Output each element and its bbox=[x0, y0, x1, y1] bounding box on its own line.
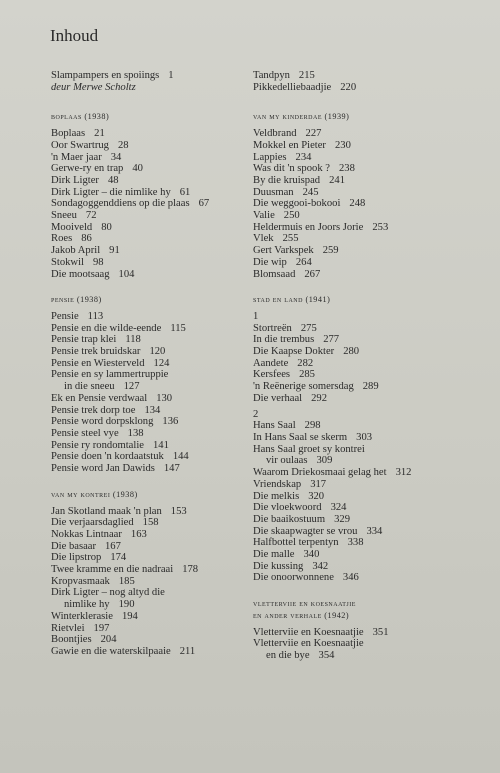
toc-entry bbox=[51, 393, 236, 405]
toc-entry bbox=[253, 561, 458, 573]
toc-entry bbox=[253, 152, 458, 164]
entry-page-number: 61 bbox=[179, 186, 191, 198]
entry-page-number: 40 bbox=[132, 163, 143, 175]
entry-page-number: 91 bbox=[109, 245, 120, 257]
toc-entry bbox=[51, 152, 236, 164]
toc-entry bbox=[51, 451, 236, 463]
entry-page-number: 220 bbox=[340, 81, 357, 93]
entry-page-number: 324 bbox=[330, 502, 347, 514]
entry-page-number: 72 bbox=[85, 210, 97, 222]
entry-title: Jan Skotland maak 'n plan bbox=[51, 505, 162, 517]
toc-entry bbox=[51, 245, 236, 257]
toc-entry bbox=[253, 233, 458, 245]
toc-entry bbox=[253, 638, 458, 650]
entry-title: Die vloekwoord bbox=[253, 502, 322, 514]
toc-entry bbox=[253, 479, 458, 491]
toc-entry bbox=[51, 529, 236, 541]
toc-entry bbox=[51, 311, 236, 323]
entry-page-number: 204 bbox=[100, 634, 117, 646]
toc-entry bbox=[51, 187, 236, 199]
entry-title: 2 bbox=[253, 408, 259, 420]
entry-page-number: 317 bbox=[310, 478, 327, 490]
entry-title: Oor Swartrug bbox=[51, 139, 109, 151]
entry-page-number: 153 bbox=[170, 505, 187, 517]
entry-title: Vlek bbox=[253, 233, 274, 245]
toc-entry bbox=[253, 128, 458, 140]
entry-page-number: 211 bbox=[179, 645, 196, 657]
entry-page-number: 275 bbox=[300, 322, 317, 334]
entry-page-number: 329 bbox=[334, 513, 350, 525]
toc-entry bbox=[253, 140, 458, 152]
toc-entry bbox=[51, 599, 236, 611]
entry-page-number: 267 bbox=[304, 268, 321, 280]
entry-title: Pikkedelliebaadjie bbox=[253, 81, 332, 93]
entry-page-number: 292 bbox=[311, 392, 328, 404]
entry-title: in die sneeu bbox=[64, 381, 115, 393]
entry-page-number: 21 bbox=[94, 128, 105, 140]
section-heading: en ander verhale (1942) bbox=[253, 610, 350, 620]
entry-title: 'n Maer jaar bbox=[51, 151, 102, 163]
entry-page-number: 158 bbox=[142, 517, 159, 529]
entry-page-number: 238 bbox=[338, 163, 355, 175]
entry-page-number: 342 bbox=[312, 560, 329, 572]
entry-title: Pensie trap klei bbox=[51, 334, 117, 346]
toc-entry bbox=[253, 549, 458, 561]
entry-page-number: 34 bbox=[110, 151, 122, 163]
entry-page-number: 86 bbox=[81, 233, 92, 245]
entry-title: Die Kaapse Dokter bbox=[253, 346, 335, 358]
toc-entry bbox=[253, 358, 458, 370]
entry-page-number: 289 bbox=[362, 381, 379, 393]
toc-entry bbox=[253, 187, 458, 199]
entry-page-number: 138 bbox=[127, 427, 144, 439]
entry-title: Sondagoggenddiens op die plaas bbox=[51, 198, 190, 210]
toc-entry bbox=[253, 82, 458, 94]
entry-page-number: 118 bbox=[125, 334, 141, 346]
entry-title: Vriendskap bbox=[253, 478, 302, 490]
entry-title: Roes bbox=[51, 233, 73, 245]
toc-entry bbox=[51, 564, 236, 576]
entry-title: Veldbrand bbox=[253, 128, 297, 140]
section-heading: van my kontrei (1938) bbox=[51, 489, 138, 499]
toc-entry bbox=[253, 346, 458, 358]
entry-title: Die malle bbox=[253, 549, 295, 561]
toc-entry bbox=[51, 506, 236, 518]
entry-page-number: 255 bbox=[282, 233, 299, 245]
toc-entry bbox=[253, 502, 458, 514]
toc-entry bbox=[253, 269, 458, 281]
toc-entry bbox=[51, 541, 236, 553]
entry-page-number: 120 bbox=[149, 346, 166, 358]
toc-entry bbox=[51, 198, 236, 210]
entry-title: Die lipstrop bbox=[51, 552, 102, 564]
entry-page-number: 230 bbox=[334, 139, 351, 151]
toc-entry bbox=[253, 572, 458, 584]
toc-entry bbox=[51, 517, 236, 529]
entry-title: Vletterviie en Koesnaatjie bbox=[253, 638, 364, 650]
entry-page-number: 346 bbox=[342, 572, 359, 584]
entry-title: Ek en Pensie verdwaal bbox=[51, 392, 148, 404]
toc-entry bbox=[253, 369, 458, 381]
toc-entry bbox=[51, 576, 236, 588]
toc-entry bbox=[51, 463, 236, 475]
entry-page-number: 227 bbox=[305, 128, 322, 140]
entry-page-number: 174 bbox=[110, 552, 127, 564]
entry-title: By die kruispad bbox=[253, 174, 321, 186]
entry-title: 'n Reënerige somersdag bbox=[253, 381, 354, 393]
toc-entry bbox=[253, 526, 458, 538]
entry-page-number: 28 bbox=[117, 139, 129, 151]
toc-entry bbox=[253, 381, 458, 393]
entry-title: Pensie ry rondomtalie bbox=[51, 439, 144, 451]
entry-title: Lappies bbox=[253, 151, 287, 163]
entry-title: Die basaar bbox=[51, 540, 96, 552]
entry-page-number: 67 bbox=[198, 198, 210, 210]
entry-title: Hans Saal groet sy kontrei bbox=[253, 443, 365, 455]
entry-page-number: 282 bbox=[297, 357, 314, 369]
entry-page-number: 280 bbox=[343, 346, 360, 358]
toc-entry bbox=[253, 245, 458, 257]
entry-page-number: 215 bbox=[298, 70, 315, 81]
entry-title: Die baaikostuum bbox=[253, 513, 326, 525]
toc-entry bbox=[51, 405, 236, 417]
entry-title: Aandete bbox=[253, 357, 289, 369]
toc-entry bbox=[51, 381, 236, 393]
entry-page-number: 141 bbox=[152, 439, 169, 451]
entry-page-number: 144 bbox=[172, 451, 189, 463]
toc-entry bbox=[253, 432, 458, 444]
entry-title: Rietvlei bbox=[51, 622, 85, 634]
toc-entry bbox=[51, 323, 236, 335]
entry-title: Jakob April bbox=[51, 245, 101, 257]
entry-page-number: 351 bbox=[372, 626, 389, 638]
toc-entry bbox=[253, 491, 458, 503]
entry-title: In die trembus bbox=[253, 334, 315, 346]
entry-page-number: 285 bbox=[299, 369, 315, 381]
entry-title: Halfbottel terpentyn bbox=[253, 537, 339, 549]
toc-entry bbox=[51, 440, 236, 452]
entry-title: Nokkas Lintnaar bbox=[51, 528, 122, 540]
entry-page-number: 250 bbox=[283, 210, 300, 222]
section-heading: boplaas (1938) bbox=[51, 112, 110, 122]
entry-page-number: 115 bbox=[170, 322, 186, 334]
entry-title: Dirk Ligter – die nimlike hy bbox=[51, 186, 171, 198]
entry-title: Mokkel en Pieter bbox=[253, 139, 326, 151]
entry-title: Die skaapwagter se vrou bbox=[253, 525, 358, 537]
entry-page-number: 147 bbox=[163, 463, 180, 475]
entry-page-number: 312 bbox=[395, 467, 412, 479]
entry-title: Waarom Driekosmaai gelag het bbox=[253, 467, 387, 479]
entry-page-number: 136 bbox=[162, 416, 179, 428]
group-number bbox=[253, 409, 458, 421]
entry-title: Die onoorwonnene bbox=[253, 572, 334, 584]
toc-entry bbox=[51, 646, 236, 658]
toc-entry bbox=[253, 627, 458, 639]
entry-title: nimlike hy bbox=[64, 599, 110, 611]
entry-title: Gawie en die waterskilpaaie bbox=[51, 645, 171, 657]
entry-title: Stortreën bbox=[253, 322, 292, 334]
entry-title: Pensie en sy lammertruppie bbox=[51, 369, 169, 381]
entry-title: Boplaas bbox=[51, 128, 86, 140]
toc-entry bbox=[253, 70, 458, 82]
entry-title: Pensie trek bruidskar bbox=[51, 346, 141, 358]
entry-title: Dirk Ligter – nog altyd die bbox=[51, 587, 165, 599]
entry-page-number: 241 bbox=[329, 174, 345, 186]
entry-title: Die wip bbox=[253, 256, 287, 268]
toc-entry bbox=[51, 70, 236, 82]
toc-entry bbox=[51, 611, 236, 623]
entry-page-number: 194 bbox=[121, 610, 138, 622]
toc-entry bbox=[51, 222, 236, 234]
entry-title: Die mootsaag bbox=[51, 268, 110, 280]
entry-title: Pensie word Jan Dawids bbox=[51, 463, 155, 475]
entry-title: Pensie bbox=[51, 310, 79, 322]
entry-title: 1 bbox=[253, 310, 259, 322]
entry-title: Pensie en die wilde-eende bbox=[51, 322, 162, 334]
toc-entry bbox=[51, 634, 236, 646]
toc-entry bbox=[51, 416, 236, 428]
entry-title: Kropvasmaak bbox=[51, 575, 110, 587]
entry-page-number: 338 bbox=[347, 537, 364, 549]
entry-title: en die bye bbox=[266, 649, 310, 661]
section-heading: stad en land (1941) bbox=[253, 295, 331, 305]
entry-title: Slampampers en spoiings bbox=[51, 70, 160, 81]
toc-entry bbox=[51, 175, 236, 187]
entry-page-number: 309 bbox=[316, 455, 333, 467]
entry-title: Stokwil bbox=[51, 256, 84, 268]
entry-page-number: 167 bbox=[105, 540, 121, 552]
entry-page-number: 98 bbox=[92, 256, 104, 268]
section-heading: van my kinderdae (1939) bbox=[253, 112, 350, 122]
entry-page-number: 134 bbox=[144, 404, 161, 416]
toc-entry bbox=[51, 210, 236, 222]
toc-entry bbox=[51, 233, 236, 245]
entry-title: Die kussing bbox=[253, 560, 304, 572]
entry-title: Winterklerasie bbox=[51, 610, 113, 622]
entry-page-number: 124 bbox=[153, 357, 170, 369]
entry-title: Hans Saal bbox=[253, 420, 296, 432]
toc-entry bbox=[51, 140, 236, 152]
entry-title: Valie bbox=[253, 210, 275, 222]
entry-title: Pensie en Wiesterveld bbox=[51, 357, 145, 369]
toc-entry bbox=[51, 428, 236, 440]
page-title: Inhoud bbox=[50, 26, 99, 45]
entry-title: Blomsaad bbox=[253, 268, 296, 280]
entry-title: Kersfees bbox=[253, 369, 291, 381]
entry-page-number: 354 bbox=[318, 649, 335, 661]
entry-title: Gerwe-ry en trap bbox=[51, 163, 124, 175]
entry-page-number: 163 bbox=[130, 528, 147, 540]
entry-page-number: 80 bbox=[101, 221, 112, 233]
toc-entry bbox=[253, 444, 458, 456]
toc-entry bbox=[51, 587, 236, 599]
entry-title: Pensie steel vye bbox=[51, 427, 119, 439]
toc-entry bbox=[51, 82, 236, 94]
entry-page-number: 298 bbox=[304, 420, 321, 432]
entry-title: Pensie doen 'n kordaatstuk bbox=[51, 451, 164, 463]
toc-entry bbox=[253, 163, 458, 175]
entry-title: Pensie trek dorp toe bbox=[51, 404, 136, 416]
entry-page-number: 130 bbox=[156, 392, 173, 404]
entry-page-number: 190 bbox=[118, 599, 135, 611]
toc-entry bbox=[253, 420, 458, 432]
entry-title: Dirk Ligter bbox=[51, 174, 99, 186]
entry-title: Was dit 'n spook ? bbox=[253, 163, 330, 175]
entry-page-number: 1 bbox=[168, 70, 174, 81]
toc-entry bbox=[253, 467, 458, 479]
toc-entry bbox=[51, 128, 236, 140]
entry-page-number: 303 bbox=[356, 431, 373, 443]
entry-page-number: 248 bbox=[349, 198, 366, 210]
toc-entry bbox=[51, 369, 236, 381]
entry-title: Die melkis bbox=[253, 490, 300, 502]
entry-page-number: 234 bbox=[295, 151, 312, 163]
entry-page-number: 104 bbox=[118, 268, 135, 280]
toc-entry bbox=[51, 257, 236, 269]
entry-title: Die weggooi-bokooi bbox=[253, 198, 341, 210]
toc-entry bbox=[253, 393, 458, 405]
entry-page-number: 48 bbox=[107, 174, 119, 186]
toc-entry bbox=[253, 650, 458, 662]
entry-title: Die verhaal bbox=[253, 392, 303, 404]
entry-page-number: 245 bbox=[302, 186, 319, 198]
toc-entry bbox=[51, 358, 236, 370]
group-number bbox=[253, 311, 458, 323]
toc-entry bbox=[51, 334, 236, 346]
entry-title: deur Merwe Scholtz bbox=[51, 81, 136, 93]
toc-entry bbox=[253, 334, 458, 346]
toc-entry bbox=[253, 537, 458, 549]
entry-title: Pensie word dorpsklong bbox=[51, 416, 154, 428]
entry-title: Sneeu bbox=[51, 210, 77, 222]
toc-entry bbox=[253, 455, 458, 467]
section-heading: pensie (1938) bbox=[51, 295, 102, 305]
entry-page-number: 253 bbox=[372, 221, 389, 233]
toc-entry bbox=[51, 346, 236, 358]
entry-title: Tandpyn bbox=[253, 70, 290, 81]
entry-title: Duusman bbox=[253, 186, 294, 198]
toc-entry bbox=[253, 257, 458, 269]
entry-page-number: 334 bbox=[366, 525, 383, 537]
entry-title: Vletterviie en Koesnaatjie bbox=[253, 626, 364, 638]
entry-title: Mooiveld bbox=[51, 221, 93, 233]
entry-page-number: 277 bbox=[323, 334, 340, 346]
entry-page-number: 185 bbox=[118, 575, 135, 587]
toc-entry bbox=[51, 552, 236, 564]
entry-page-number: 259 bbox=[322, 245, 339, 257]
toc-entry bbox=[253, 175, 458, 187]
toc-right-column bbox=[253, 70, 458, 662]
entry-title: Heldermuis en Joors Jorie bbox=[253, 221, 364, 233]
entry-page-number: 127 bbox=[123, 381, 140, 393]
toc-entry bbox=[51, 623, 236, 635]
entry-page-number: 178 bbox=[182, 564, 199, 576]
toc-entry bbox=[253, 323, 458, 335]
entry-page-number: 264 bbox=[295, 256, 312, 268]
toc-entry bbox=[253, 198, 458, 210]
entry-title: Die verjaarsdaglied bbox=[51, 517, 134, 529]
toc-entry bbox=[253, 222, 458, 234]
entry-title: Twee kramme en die nadraai bbox=[51, 564, 174, 576]
entry-title: Gert Varkspek bbox=[253, 245, 314, 257]
toc-left-column bbox=[51, 70, 236, 658]
entry-page-number: 340 bbox=[303, 549, 320, 561]
toc-entry bbox=[51, 269, 236, 281]
toc-entry bbox=[253, 514, 458, 526]
entry-title: vir oulaas bbox=[266, 455, 308, 467]
entry-page-number: 197 bbox=[93, 622, 110, 634]
section-heading: vletterviie en koesnaatjie bbox=[253, 599, 356, 609]
entry-title: In Hans Saal se skerm bbox=[253, 431, 348, 443]
entry-page-number: 320 bbox=[308, 490, 325, 502]
toc-entry bbox=[253, 210, 458, 222]
toc-entry bbox=[51, 163, 236, 175]
entry-page-number: 113 bbox=[87, 310, 104, 322]
entry-title: Boontjies bbox=[51, 634, 92, 646]
